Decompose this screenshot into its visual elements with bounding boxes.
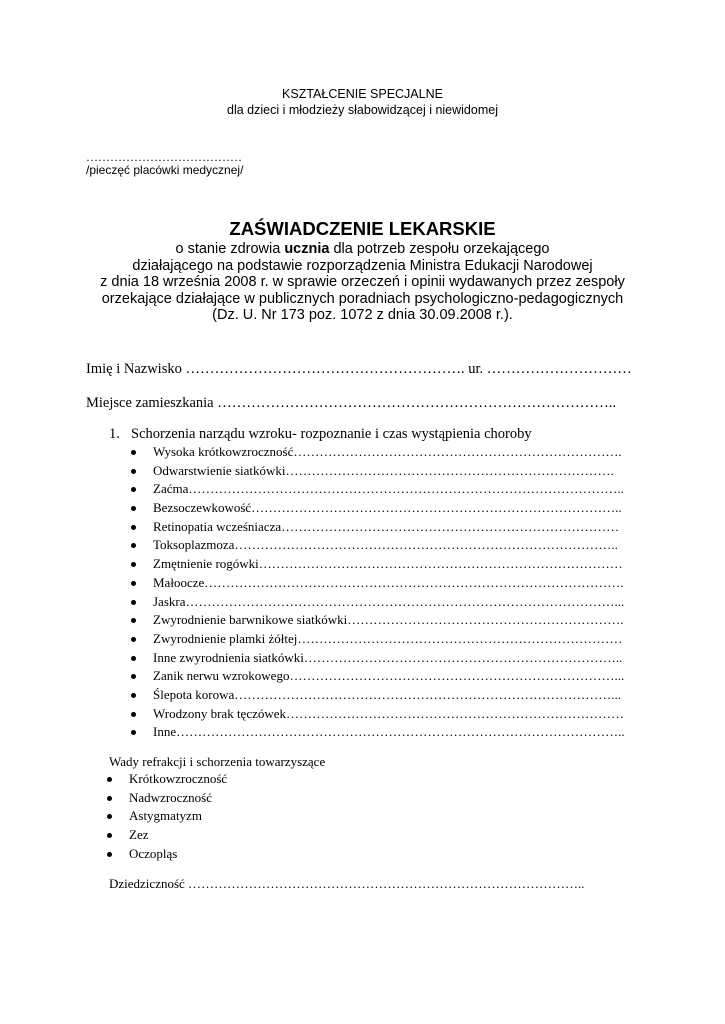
- list-item[interactable]: [131, 686, 625, 705]
- bullet-icon: [131, 693, 136, 698]
- list-item-label: Nadwzroczność: [129, 789, 213, 805]
- list-item-label: Zaćma………………………………………………………………………………………..: [153, 481, 624, 497]
- subtitle-text: o stanie zdrowia: [175, 241, 285, 257]
- document-subtitle-line-1: [0, 241, 725, 258]
- bullet-icon: [107, 852, 112, 857]
- list-item[interactable]: [131, 593, 625, 612]
- document-subtitle-line-5: (Dz. U. Nr 173 poz. 1072 z dnia 30.09.2008 r.).: [212, 307, 513, 323]
- list-item-label: Ślepota korowa……………………………………………………………………………...: [153, 686, 621, 702]
- header-title: KSZTAŁCENIE SPECJALNE: [282, 87, 443, 101]
- list-item[interactable]: [131, 705, 625, 724]
- bullet-icon: [107, 777, 112, 782]
- list-item[interactable]: [131, 723, 625, 742]
- list-item-label: Zwyrodnienie plamki żółtej…………………………………………………………………: [153, 630, 623, 646]
- list-item[interactable]: [107, 770, 227, 789]
- list-item[interactable]: [131, 555, 625, 574]
- list-item-label: Zwyrodnienie barwnikowe siatkówki……………………………………………………….: [153, 612, 624, 628]
- bullet-icon: [131, 674, 136, 679]
- list-item-label: Wrodzony brak tęczówek……………………………………………………………………: [153, 705, 625, 721]
- list-item[interactable]: [131, 480, 625, 499]
- list-item-label: Astygmatyzm: [129, 808, 202, 824]
- bullet-icon: [131, 562, 136, 567]
- list-item[interactable]: [131, 574, 625, 593]
- list-item[interactable]: [131, 667, 625, 686]
- bullet-icon: [107, 796, 112, 801]
- eye-disease-list: [131, 443, 625, 742]
- list-item[interactable]: [131, 499, 625, 518]
- list-item[interactable]: [131, 536, 625, 555]
- list-item-label: Inne…………………………………………………………………………………………..: [153, 724, 625, 740]
- subtitle-bold-word: ucznia: [284, 241, 330, 257]
- bullet-icon: [131, 637, 136, 642]
- document-subtitle-line-3: z dnia 18 września 2008 r. w sprawie orzeczeń i opinii wydawanych przez zespoły: [100, 274, 625, 290]
- list-item-label: Małoocze…………………………………………………………………………………….: [153, 574, 624, 590]
- list-item[interactable]: [107, 789, 227, 808]
- section-number: 1.: [109, 426, 120, 442]
- list-item-label: Wysoka krótkowzroczność………………………………………………………………….: [153, 444, 622, 459]
- list-item[interactable]: [107, 845, 227, 864]
- list-item[interactable]: [131, 611, 625, 630]
- stamp-label: /pieczęć placówki medycznej/: [86, 163, 244, 177]
- list-item-label: Zmętnienie rogówki…………………………………………………………………………: [153, 556, 623, 572]
- section-1-heading: [109, 426, 532, 443]
- bullet-icon: [131, 450, 136, 455]
- bullet-icon: [131, 487, 136, 492]
- list-item[interactable]: [131, 462, 625, 481]
- list-item-label: Jaskra………………………………………………………………………………………...: [153, 593, 625, 609]
- heredity-field[interactable]: Dziedziczność ………………………………………………………………………………..: [109, 876, 585, 891]
- list-item-label: Inne zwyrodnienia siatkówki………………………………………………………………..: [153, 649, 623, 665]
- address-field[interactable]: Miejsce zamieszkania ………………………………………………………………………..: [86, 395, 616, 411]
- section-title: Schorzenia narządu wzroku- rozpoznanie i czas wystąpienia choroby: [131, 426, 532, 442]
- document-subtitle-line-2: działającego na podstawie rozporządzenia Ministra Edukacji Narodowej: [132, 258, 593, 274]
- bullet-icon: [131, 525, 136, 530]
- list-item-label: Toksoplazmoza……………………………………………………………………………..: [153, 537, 618, 553]
- list-item-label: Oczopląs: [129, 845, 178, 861]
- subtitle-text: dla potrzeb zespołu orzekającego: [329, 241, 550, 257]
- bullet-icon: [107, 833, 112, 838]
- bullet-icon: [131, 730, 136, 735]
- list-item-label: Krótkowzroczność: [129, 771, 228, 786]
- list-item[interactable]: [107, 826, 227, 845]
- list-item-label: Zez: [129, 827, 149, 843]
- list-item[interactable]: [131, 518, 625, 537]
- list-item[interactable]: [107, 807, 227, 826]
- refraction-heading: Wady refrakcji i schorzenia towarzyszące: [109, 754, 326, 769]
- bullet-icon: [107, 814, 112, 819]
- list-item[interactable]: [131, 443, 625, 462]
- list-item-label: Retinopatia wcześniacza……………………………………………………………………: [153, 518, 620, 534]
- bullet-icon: [131, 656, 136, 661]
- document-title: ZAŚWIADCZENIE LEKARSKIE: [229, 218, 496, 239]
- bullet-icon: [131, 600, 136, 605]
- header-subtitle: dla dzieci i młodzieży słabowidzącej i niewidomej: [227, 103, 498, 117]
- list-item-label: Bezsoczewkowość…………………………………………………………………………..: [153, 500, 622, 516]
- stamp-placeholder-dots: …………………………………: [86, 150, 242, 164]
- list-item[interactable]: [131, 630, 625, 649]
- bullet-icon: [131, 618, 136, 623]
- bullet-icon: [131, 543, 136, 548]
- list-item-label: Zanik nerwu wzrokowego…………………………………………………………………...: [153, 668, 625, 684]
- list-item-label: Odwarstwienie siatkówki………………………………………………………………….: [153, 462, 614, 478]
- name-birth-field[interactable]: Imię i Nazwisko …………………………………………………. ur. …………………………: [86, 361, 632, 377]
- document-subtitle-line-4: orzekające działające w publicznych poradniach psychologiczno-pedagogicznych: [101, 291, 624, 307]
- bullet-icon: [131, 469, 136, 474]
- refraction-list: [107, 770, 227, 863]
- list-item[interactable]: [131, 649, 625, 668]
- bullet-icon: [131, 712, 136, 717]
- bullet-icon: [131, 506, 136, 511]
- bullet-icon: [131, 581, 136, 586]
